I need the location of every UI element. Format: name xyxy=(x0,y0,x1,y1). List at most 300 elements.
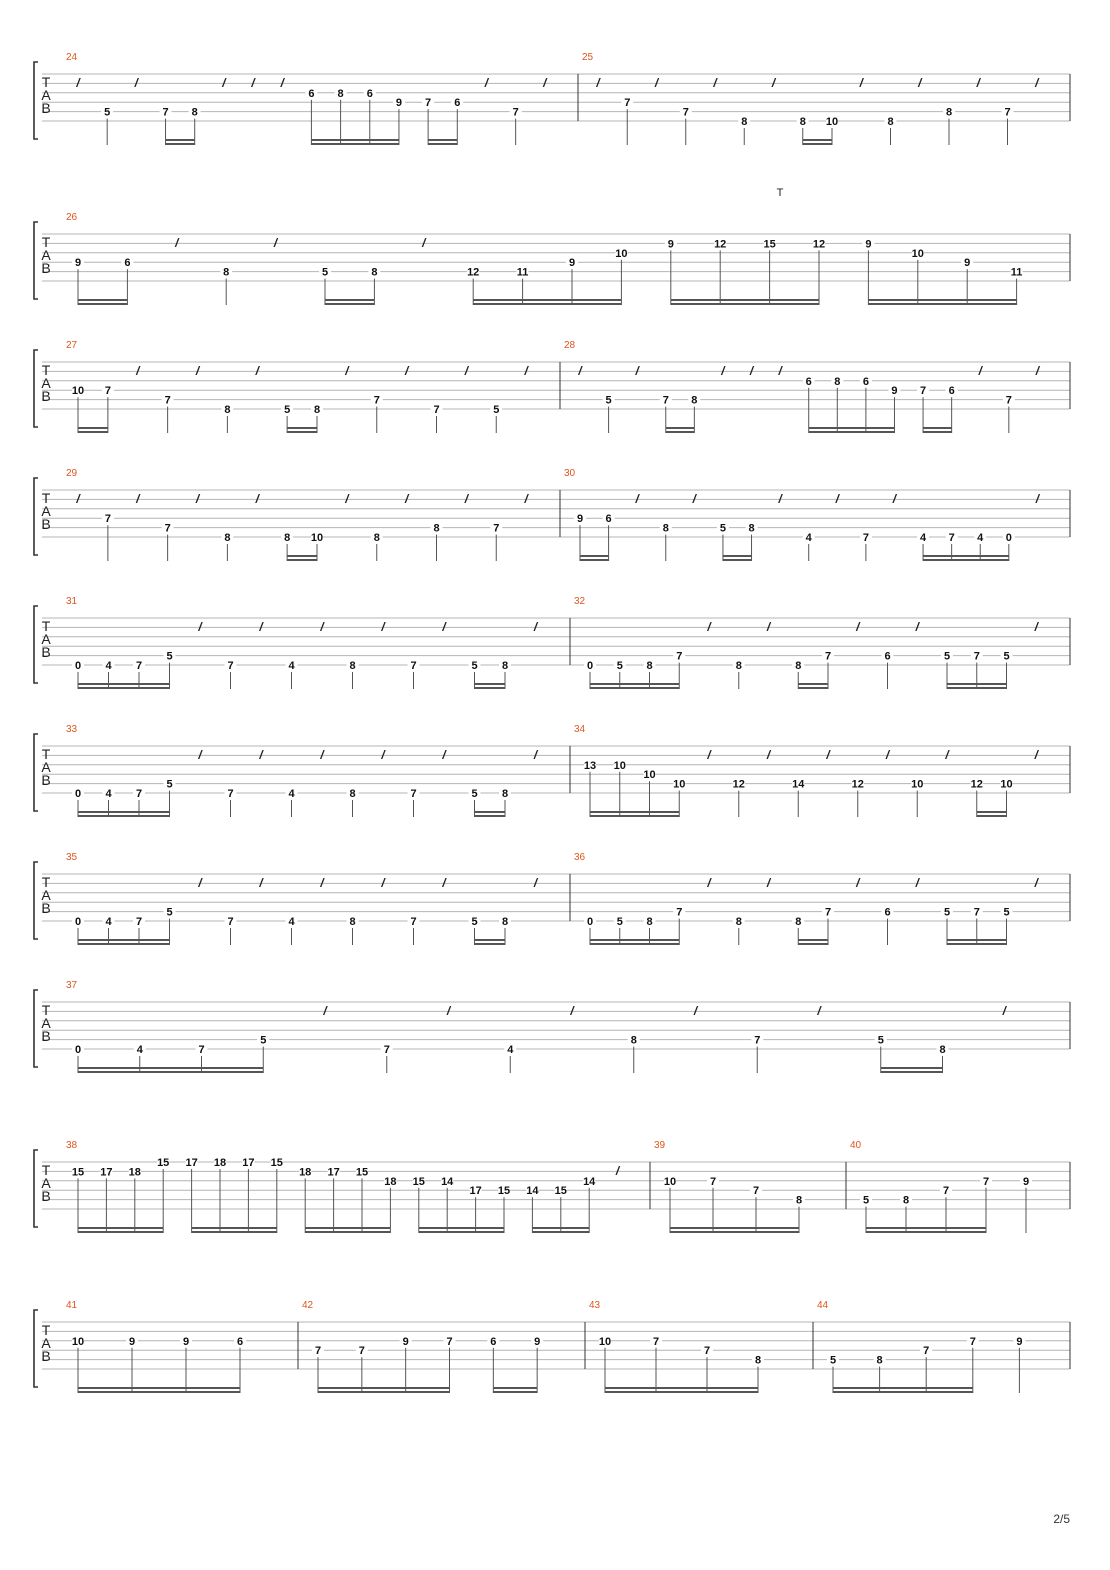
fret-number: 9 xyxy=(395,97,403,110)
fret-number: 9 xyxy=(964,257,971,270)
fret-number: 15 xyxy=(554,1185,567,1198)
measure-number: 40 xyxy=(850,1140,862,1151)
fret-number: 9 xyxy=(568,257,576,270)
beam xyxy=(78,815,170,817)
rest-mark: / xyxy=(259,876,263,890)
rest-mark: / xyxy=(320,876,324,890)
system-bracket xyxy=(34,222,38,299)
tab-system xyxy=(34,340,1070,433)
fret-number: 7 xyxy=(135,916,143,928)
beam xyxy=(78,427,108,429)
fret-number: 7 xyxy=(862,532,869,544)
tab-system xyxy=(34,852,1070,945)
fret-number: 7 xyxy=(425,97,432,110)
rest-mark: / xyxy=(442,876,446,890)
rest-mark: / xyxy=(915,876,919,890)
fret-number: 0 xyxy=(74,788,82,800)
fret-number: 5 xyxy=(166,650,173,663)
measure xyxy=(66,1140,621,1233)
fret-number: 10 xyxy=(663,1175,677,1188)
fret-number: 14 xyxy=(792,778,805,791)
fret-number: 4 xyxy=(288,916,295,928)
rest-mark: / xyxy=(654,76,659,90)
measure xyxy=(564,340,1041,433)
beam xyxy=(923,427,952,429)
fret-number: 8 xyxy=(646,916,653,928)
beam xyxy=(419,1231,504,1233)
measure xyxy=(654,1140,805,1233)
measure-number: 34 xyxy=(574,724,586,735)
tab-clef-letter: A xyxy=(41,247,51,263)
beam xyxy=(798,687,828,689)
rest-mark: / xyxy=(255,364,259,378)
fret-number: 9 xyxy=(534,1335,541,1348)
beam xyxy=(580,555,609,557)
fret-number: 9 xyxy=(865,238,872,251)
rest-mark: / xyxy=(198,748,202,762)
measure xyxy=(66,980,1008,1073)
tab-system xyxy=(34,980,1070,1073)
beam xyxy=(78,811,170,813)
rest-mark: / xyxy=(778,492,782,506)
fret-number: 8 xyxy=(349,916,356,928)
fret-number: 7 xyxy=(942,1185,950,1198)
fret-number: 7 xyxy=(982,1175,990,1188)
fret-number: 10 xyxy=(1000,778,1013,791)
system-bracket xyxy=(34,62,38,139)
tab-clef-letter: A xyxy=(41,375,51,391)
fret-number: 8 xyxy=(741,116,748,128)
rest-mark: / xyxy=(76,76,80,90)
fret-number: 15 xyxy=(157,1157,170,1169)
fret-number: 6 xyxy=(366,87,373,100)
beam xyxy=(670,1231,799,1233)
fret-number: 7 xyxy=(373,394,380,407)
fret-number: 12 xyxy=(732,778,745,791)
fret-number: 7 xyxy=(314,1345,322,1358)
fret-number: 6 xyxy=(948,385,955,398)
tab-clef-letter: T xyxy=(41,490,51,506)
rest-mark: / xyxy=(859,76,863,90)
measure xyxy=(66,852,539,945)
rest-mark: / xyxy=(826,748,830,762)
rest-mark: / xyxy=(175,236,179,250)
rest-mark: / xyxy=(345,364,349,378)
beam xyxy=(493,1387,537,1389)
fret-number: 7 xyxy=(973,650,980,663)
rest-mark: / xyxy=(1034,620,1038,634)
tab-clef-letter: A xyxy=(41,631,51,647)
fret-number: 18 xyxy=(213,1157,227,1169)
rest-mark: / xyxy=(273,236,278,250)
fret-number: 10 xyxy=(615,247,628,260)
measure xyxy=(66,212,1023,305)
fret-number: 5 xyxy=(104,106,111,119)
rest-mark: / xyxy=(345,492,349,506)
beam xyxy=(419,1227,504,1229)
fret-number: 12 xyxy=(467,266,480,279)
measure xyxy=(574,852,1040,945)
fret-number: 8 xyxy=(501,660,509,672)
fret-number: 10 xyxy=(911,778,924,791)
tab-clef-letter: T xyxy=(41,74,51,90)
fret-number: 8 xyxy=(224,404,231,416)
beam xyxy=(192,1231,277,1233)
beam xyxy=(473,299,621,301)
beam xyxy=(475,811,506,813)
rest-mark: / xyxy=(856,620,860,634)
rest-mark: / xyxy=(766,748,771,762)
fret-number: 9 xyxy=(1016,1335,1023,1348)
measure-number: 33 xyxy=(66,724,78,735)
rest-mark: / xyxy=(280,76,284,90)
fret-number: 4 xyxy=(805,532,812,544)
fret-number: 12 xyxy=(851,778,864,791)
beam xyxy=(318,1387,450,1389)
rest-mark: / xyxy=(707,620,711,634)
tab-clef-letter: T xyxy=(41,746,51,762)
beam xyxy=(881,1067,943,1069)
fret-number: 5 xyxy=(616,660,623,672)
fret-number: 8 xyxy=(795,660,802,672)
fret-number: 9 xyxy=(182,1335,190,1348)
fret-number: 8 xyxy=(349,788,356,800)
measure xyxy=(574,724,1040,817)
fret-number: 7 xyxy=(227,788,234,800)
beam xyxy=(428,139,457,141)
rest-mark: / xyxy=(320,748,324,762)
tab-system xyxy=(34,1300,1070,1393)
tapping-annotation: T xyxy=(776,187,784,199)
beam xyxy=(287,431,317,433)
rest-mark: / xyxy=(533,876,538,890)
fret-number: 11 xyxy=(516,266,529,279)
beam xyxy=(881,1071,943,1073)
fret-number: 8 xyxy=(795,1194,803,1207)
fret-number: 7 xyxy=(754,1034,761,1047)
fret-number: 18 xyxy=(299,1166,312,1179)
measure-number: 26 xyxy=(66,212,78,223)
beam xyxy=(670,1227,799,1229)
fret-number: 6 xyxy=(124,257,131,270)
measure xyxy=(582,52,1040,145)
fret-number: 5 xyxy=(719,522,727,535)
measure-number: 39 xyxy=(654,1140,666,1151)
beam xyxy=(287,427,317,429)
fret-number: 8 xyxy=(795,916,802,928)
tab-system xyxy=(34,52,1070,145)
rest-mark: / xyxy=(442,748,446,762)
fret-number: 4 xyxy=(105,916,112,928)
fret-number: 7 xyxy=(433,404,440,416)
fret-number: 6 xyxy=(605,513,612,526)
beam xyxy=(923,559,1009,561)
fret-number: 9 xyxy=(891,385,898,398)
fret-number: 9 xyxy=(74,257,82,270)
rest-mark: / xyxy=(721,364,725,378)
beam xyxy=(947,683,1007,685)
rest-mark: / xyxy=(749,364,754,378)
fret-number: 8 xyxy=(945,106,953,119)
tab-system xyxy=(34,187,1070,305)
fret-number: 7 xyxy=(104,385,111,398)
rest-mark: / xyxy=(134,76,139,90)
measure xyxy=(817,1300,1025,1393)
beam xyxy=(671,303,819,305)
fret-number: 7 xyxy=(973,906,980,919)
fret-number: 14 xyxy=(583,1175,596,1188)
beam xyxy=(311,143,399,145)
fret-number: 8 xyxy=(224,532,231,544)
rest-mark: / xyxy=(771,76,776,90)
fret-number: 15 xyxy=(412,1175,425,1188)
fret-number: 8 xyxy=(191,106,198,119)
fret-number: 5 xyxy=(471,788,478,800)
system-bracket xyxy=(34,1150,38,1227)
beam xyxy=(473,303,621,305)
fret-number: 5 xyxy=(166,906,173,919)
fret-number: 15 xyxy=(763,238,776,251)
beam xyxy=(833,1387,973,1389)
beam xyxy=(78,1231,163,1233)
fret-number: 6 xyxy=(236,1335,244,1348)
fret-number: 11 xyxy=(1010,266,1023,279)
beam xyxy=(866,1227,986,1229)
fret-number: 10 xyxy=(71,1335,85,1348)
rest-mark: / xyxy=(578,364,582,378)
rest-mark: / xyxy=(693,1004,698,1018)
fret-number: 8 xyxy=(223,266,230,279)
fret-number: 7 xyxy=(410,788,417,800)
rest-mark: / xyxy=(635,492,639,506)
rest-mark: / xyxy=(422,236,426,250)
rest-mark: / xyxy=(543,76,547,90)
fret-number: 6 xyxy=(884,906,891,919)
rest-mark: / xyxy=(524,492,528,506)
beam xyxy=(532,1231,589,1233)
fret-number: 9 xyxy=(667,238,674,251)
tab-clef-letter: A xyxy=(41,503,51,519)
tab-clef-letter: A xyxy=(41,1175,51,1191)
beam xyxy=(605,1387,758,1389)
fret-number: 10 xyxy=(613,759,626,772)
rest-mark: / xyxy=(259,748,263,762)
measure-number: 43 xyxy=(589,1300,601,1311)
fret-number: 9 xyxy=(576,513,584,526)
rest-mark: / xyxy=(1035,76,1039,90)
beam xyxy=(833,1391,973,1393)
tab-clef-letter: T xyxy=(41,1002,51,1018)
beam xyxy=(166,139,195,141)
rest-mark: / xyxy=(778,364,782,378)
beam xyxy=(798,943,828,945)
rest-mark: / xyxy=(885,748,890,762)
measure-number: 31 xyxy=(66,596,78,607)
fret-number: 5 xyxy=(943,906,951,919)
tab-clef-letter: T xyxy=(41,874,51,890)
beam xyxy=(78,431,108,433)
beam xyxy=(798,683,828,685)
beam xyxy=(866,1231,986,1233)
fret-number: 5 xyxy=(1003,906,1010,919)
fret-number: 7 xyxy=(410,660,417,672)
rest-mark: / xyxy=(533,620,538,634)
beam xyxy=(318,1391,450,1393)
fret-number: 0 xyxy=(74,916,82,928)
beam xyxy=(493,1391,537,1393)
beam xyxy=(78,1391,240,1393)
beam xyxy=(666,427,695,429)
fret-number: 8 xyxy=(373,532,380,544)
fret-number: 8 xyxy=(799,116,806,128)
rest-mark: / xyxy=(835,492,839,506)
fret-number: 5 xyxy=(471,916,478,928)
fret-number: 8 xyxy=(691,394,698,407)
beam xyxy=(166,143,195,145)
beam xyxy=(311,139,399,141)
fret-number: 8 xyxy=(735,916,742,928)
fret-number: 5 xyxy=(493,404,500,416)
fret-number: 8 xyxy=(501,916,509,928)
tab-clef-letter: B xyxy=(41,516,51,532)
fret-number: 18 xyxy=(128,1166,141,1179)
rest-mark: / xyxy=(259,620,263,634)
measure-number: 38 xyxy=(66,1140,78,1151)
measure-number: 44 xyxy=(817,1300,829,1311)
fret-number: 17 xyxy=(327,1166,340,1179)
fret-number: 6 xyxy=(454,97,461,110)
fret-number: 4 xyxy=(288,660,295,672)
fret-number: 17 xyxy=(242,1157,255,1169)
tab-system xyxy=(34,1140,1070,1233)
tab-clef-letter: B xyxy=(41,900,51,916)
rest-mark: / xyxy=(707,876,711,890)
tab-clef-letter: T xyxy=(41,234,51,250)
fret-number: 18 xyxy=(384,1175,397,1188)
fret-number: 10 xyxy=(673,778,686,791)
rest-mark: / xyxy=(136,492,140,506)
beam xyxy=(923,555,1009,557)
beam xyxy=(78,303,127,305)
beam xyxy=(809,427,895,429)
rest-mark: / xyxy=(707,748,711,762)
fret-number: 8 xyxy=(313,404,321,416)
beam xyxy=(590,943,679,945)
fret-number: 7 xyxy=(164,522,171,535)
measure xyxy=(66,596,539,689)
fret-number: 5 xyxy=(284,404,291,416)
measure-number: 30 xyxy=(564,468,576,479)
tab-clef-letter: T xyxy=(41,362,51,378)
fret-number: 7 xyxy=(709,1175,717,1188)
fret-number: 7 xyxy=(682,106,689,119)
system-bracket xyxy=(34,734,38,811)
fret-number: 7 xyxy=(446,1335,453,1348)
measure xyxy=(66,52,548,145)
rest-mark: / xyxy=(381,876,385,890)
beam xyxy=(325,299,374,301)
fret-number: 8 xyxy=(748,522,755,535)
measure-number: 28 xyxy=(564,340,576,351)
rest-mark: / xyxy=(635,364,639,378)
fret-number: 14 xyxy=(526,1185,539,1198)
fret-number: 0 xyxy=(586,660,594,672)
fret-number: 7 xyxy=(512,106,519,119)
rest-mark: / xyxy=(195,364,200,378)
fret-number: 7 xyxy=(162,106,169,119)
fret-number: 5 xyxy=(321,266,329,279)
measure xyxy=(66,468,529,561)
tab-system xyxy=(34,724,1070,817)
fret-number: 7 xyxy=(1005,394,1012,407)
beam xyxy=(78,1071,263,1073)
beam xyxy=(532,1227,589,1229)
fret-number: 17 xyxy=(100,1166,113,1179)
beam xyxy=(947,687,1007,689)
fret-number: 6 xyxy=(490,1335,497,1348)
rest-mark: / xyxy=(915,620,919,634)
fret-number: 7 xyxy=(969,1335,976,1348)
rest-mark: / xyxy=(76,492,80,506)
measure xyxy=(66,724,539,817)
fret-number: 15 xyxy=(71,1166,85,1179)
rest-mark: / xyxy=(978,364,982,378)
rest-mark: / xyxy=(945,748,949,762)
fret-number: 7 xyxy=(198,1044,205,1056)
fret-number: 10 xyxy=(643,769,656,782)
beam xyxy=(666,431,695,433)
beam xyxy=(947,939,1007,941)
beam xyxy=(78,1067,263,1069)
rest-mark: / xyxy=(892,492,897,506)
rest-mark: / xyxy=(323,1004,327,1018)
system-bracket xyxy=(34,606,38,683)
system-bracket xyxy=(34,862,38,939)
beam xyxy=(475,943,506,945)
fret-number: 10 xyxy=(911,247,924,260)
fret-number: 9 xyxy=(402,1335,409,1348)
fret-number: 8 xyxy=(735,660,742,672)
beam xyxy=(475,687,506,689)
fret-number: 5 xyxy=(166,778,173,791)
beam xyxy=(723,555,752,557)
beam xyxy=(947,943,1007,945)
beam xyxy=(78,939,170,941)
fret-number: 7 xyxy=(703,1345,711,1358)
rest-mark: / xyxy=(255,492,259,506)
beam xyxy=(475,683,506,685)
fret-number: 8 xyxy=(349,660,356,672)
fret-number: 0 xyxy=(1005,532,1012,544)
fret-number: 7 xyxy=(824,650,832,663)
fret-number: 8 xyxy=(902,1194,910,1207)
beam xyxy=(78,943,170,945)
fret-number: 10 xyxy=(598,1335,612,1348)
fret-number: 8 xyxy=(630,1034,637,1047)
beam xyxy=(803,143,832,145)
fret-number: 13 xyxy=(583,759,597,772)
tab-clef-letter: B xyxy=(41,100,51,116)
fret-number: 5 xyxy=(943,650,951,663)
tab-system xyxy=(34,468,1070,561)
rest-mark: / xyxy=(615,1164,620,1178)
measure xyxy=(66,1300,246,1393)
measure xyxy=(589,1300,764,1393)
beam xyxy=(590,815,679,817)
beam xyxy=(590,811,679,813)
measure-number: 24 xyxy=(66,52,78,63)
fret-number: 9 xyxy=(1022,1175,1030,1188)
